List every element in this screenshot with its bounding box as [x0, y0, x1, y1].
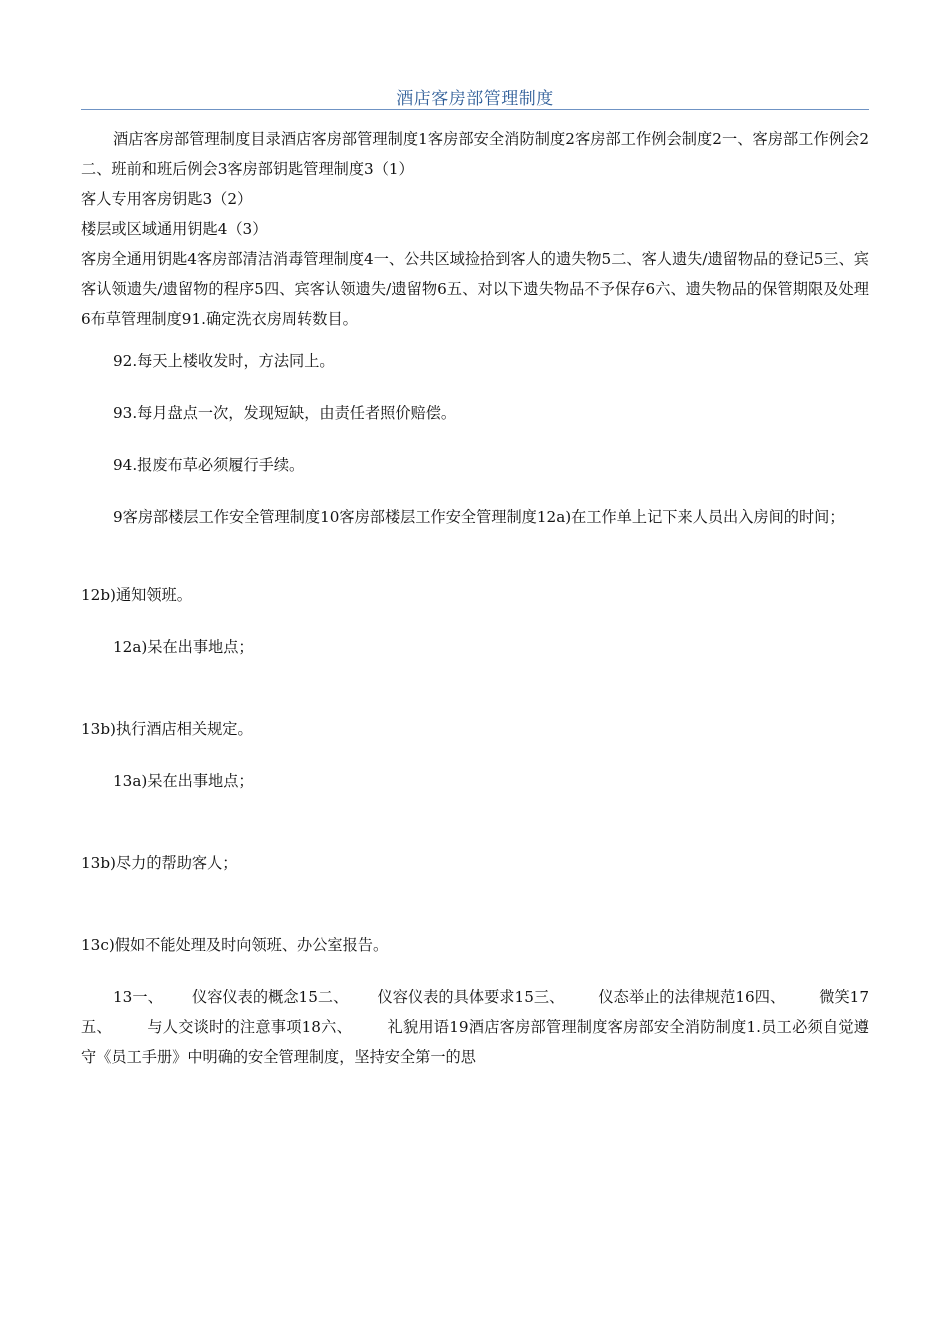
paragraph-12a: 12a)呆在出事地点；: [113, 638, 254, 656]
paragraph-floor-key: 楼层或区域通用钥匙4（3）: [81, 220, 268, 238]
document-header-title: 酒店客房部管理制度: [396, 89, 554, 109]
header-divider: [81, 109, 869, 110]
paragraph-floor-safety: 9客房部楼层工作安全管理制度10客房部楼层工作安全管理制度12a)在工作单上记下来人员出入房间的时间；: [113, 508, 845, 526]
paragraph-linen-92: 92.每天上楼收发时，方法同上。: [113, 352, 335, 370]
paragraph-13a: 13a)呆在出事地点；: [113, 772, 254, 790]
paragraph-linen-93: 93.每月盘点一次，发现短缺，由责任者照价赔偿。: [113, 404, 457, 422]
paragraph-master-key: 客房全通用钥匙4客房部清洁消毒管理制度4一、公共区域捡拾到客人的遗失物5二、客人遗失/遗留物品的登记5三、宾客认领遗失/遗留物的程序5四、宾客认领遗失/遗留物6五、对以下遗失物品不予保存6六、遗失物品的保管期限及处理6布草管理制度91.确定洗衣房周转数目。: [81, 250, 869, 328]
paragraph-13b-rules: 13b)执行酒店相关规定。: [81, 720, 253, 738]
paragraph-toc: 酒店客房部管理制度目录酒店客房部管理制度1客房部安全消防制度2客房部工作例会制度2一、客房部工作例会2二、班前和班后例会3客房部钥匙管理制度3（1）: [81, 130, 869, 178]
paragraph-13b-help: 13b)尽力的帮助客人；: [81, 854, 238, 872]
paragraph-13c: 13c)假如不能处理及时向领班、办公室报告。: [81, 936, 389, 954]
paragraph-12b: 12b)通知领班。: [81, 586, 192, 604]
paragraph-guest-key: 客人专用客房钥匙3（2）: [81, 190, 253, 208]
paragraph-etiquette-toc: 13一、 仪容仪表的概念15二、 仪容仪表的具体要求15三、 仪态举止的法律规范16四、 微笑17五、 与人交谈时的注意事项18六、 礼貌用语19酒店客房部管理制度客房部安全消防制度1.员工必须自觉遵守《员工手册》中明确的安全管理制度，坚持安全第一的思: [81, 988, 869, 1066]
document-body: [81, 124, 869, 1072]
paragraph-linen-94: 94.报废布草必须履行手续。: [113, 456, 305, 474]
